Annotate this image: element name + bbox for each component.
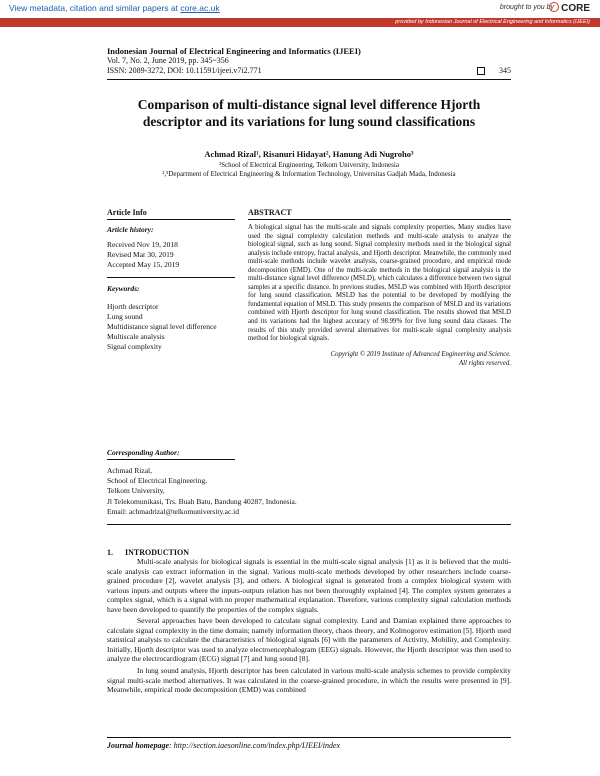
square-icon bbox=[477, 67, 485, 75]
core-site-link[interactable]: core.ac.uk bbox=[180, 3, 220, 13]
abstract bbox=[248, 208, 511, 368]
history-list bbox=[107, 240, 235, 270]
issn-line: ISSN: 2089-3272, DOI: 10.11591/ijeei.v7i2.771 bbox=[107, 66, 262, 75]
abstract-heading: ABSTRACT bbox=[248, 208, 511, 220]
corresponding-rule bbox=[107, 524, 511, 525]
paper-title: Comparison of multi-distance signal level difference Hjorth descriptor and its variations for lung sound classifications bbox=[137, 97, 481, 129]
authors: Achmad Rizal¹, Risanuri Hidayat², Hanung Adi Nugroho³ bbox=[204, 149, 414, 159]
introduction-heading: 1. INTRODUCTION bbox=[107, 548, 190, 557]
journal-footer bbox=[107, 737, 511, 750]
author-name: Achmad Rizal, bbox=[107, 466, 152, 475]
keyword: Signal complexity bbox=[107, 342, 162, 351]
page-number: 345 bbox=[499, 66, 511, 75]
provider-bar bbox=[0, 18, 600, 27]
corresponding-details bbox=[107, 466, 511, 517]
intro-paragraph: In lung sound analysis, Hjorth descriptor has been calculated in various multi-scale analysis schemes to provide complexity signal multi-scale method alternatives. It was calculated in the coarse-grained procedure, in which the results were presented in [9]. Meanwhile, empirical mode decomposition (EMD) was combined bbox=[107, 666, 511, 695]
intro-paragraph: Multi-scale analysis for biological signals is essential in the multi-scale signal analysis [1] as it is believed that the multi-scale analysis can extract information in the signal. Various multi-scale methods developed by other researchers include coarse-grained procedure [2], wavelet analysis [3], and others. A biological signal is generated from a complex biological system with various inputs and outputs where the inputs-outputs relation has not been thoroughly explained [4]. The complex system generates a complex signal, which is a signal with no proper mathematical explanation. Therefore, various complexity signal calculation methods have been developed to quantify the properties of the complex signals. bbox=[107, 557, 511, 614]
volume-line: Vol. 7, No. 2, June 2019, pp. 345~356 bbox=[107, 56, 229, 65]
affiliation-1: ¹School of Electrical Engineering, Telkom University, Indonesia bbox=[219, 161, 399, 169]
author-email[interactable]: Email: achmadrizal@telkomuniversity.ac.id bbox=[107, 506, 240, 516]
affiliation-2: ²,³Department of Electrical Engineering & Information Technology, Universitas Gadjah Mada, Indonesia bbox=[162, 170, 456, 178]
keyword: Hjorth descriptor bbox=[107, 302, 159, 311]
history-received: Received Nov 19, 2018 bbox=[107, 240, 178, 249]
abstract-text: A biological signal has the multi-scale and signals complexity properties. Many studies have used the signal complexity calculation methods and multi-scale analysis to analyze the biological signal, such as lung sound. Signal complexity methods used in the biological signal analysis include entropy, fractal analysis, and Hjorth descriptor. Meanwhile, the commonly used multi-scale methods include wavelet analysis, coarse-grained procedure, and empirical mode decomposition (EMD). One of the multi-scale methods in the biological signal analysis is the multi-distance signal level difference (MSLD), which calculates a difference between two signal samples at a specific distance. In previous studies, MSLD was combined with Hjorth descriptor for lung sound classification. MSLD has the potential to be developed by modifying the fundamental equation of MSLD. This study presents the comparison of MSLD and its variations combined with Hjorth descriptor for lung sound classification. The results showed that MSLD and its variations had the highest accuracy of 98.99% for five lung sound data classes. The results of this study provided several alternatives for multi-scale signal complexity analysis method for biological signals. bbox=[248, 224, 511, 343]
corresponding-author bbox=[107, 448, 511, 517]
intro-paragraph: Several approaches have been developed to calculate signal complexity. Land and Damian explained three approaches to calculate signal complexity in the time domain; namely information theory, chaos theory, and Kolmogorov estimation [5]. Hjorth used statistical analysis to calculate the characteristics of biological signals [6] with the parameters of Activity, Mobility, and Complexity. Initially, Hjorth descriptor was used to analyze electroencephalogram (EEG) signals. However, the Hjorth descriptor was then used to analyze the electrocardiogram (ECG) signal [7] and lung sound [8]. bbox=[107, 616, 511, 664]
homepage-label: Journal homepage bbox=[107, 741, 170, 750]
author-university: Telkom University, bbox=[107, 486, 165, 496]
homepage-url[interactable]: : http://section.iaesonline.com/index.php/IJEEI/index bbox=[169, 741, 341, 750]
keyword: Lung sound bbox=[107, 312, 143, 321]
core-metadata-link[interactable]: View metadata, citation and similar papers at core.ac.uk bbox=[9, 3, 220, 13]
article-info bbox=[107, 208, 235, 352]
journal-header bbox=[107, 46, 511, 80]
core-logo-icon bbox=[549, 2, 559, 12]
keyword: Multiscale analysis bbox=[107, 332, 165, 341]
copyright: Copyright © 2019 Institute of Advanced Engineering and Science. All rights reserved. bbox=[330, 350, 511, 367]
brought-by-text: brought to you by bbox=[499, 4, 554, 11]
author-school: School of Electrical Engineering, bbox=[107, 476, 207, 486]
introduction bbox=[107, 548, 511, 695]
keyword: Multidistance signal level difference bbox=[107, 322, 217, 331]
author-address: Jl Telekomunikasi, Trs. Buah Batu, Bandung 40287, Indonesia. bbox=[107, 496, 297, 506]
journal-name: Indonesian Journal of Electrical Engineering and Informatics (IJEEI) bbox=[107, 46, 361, 56]
history-revised: Revised Mar 30, 2019 bbox=[107, 250, 174, 259]
keywords-list bbox=[107, 302, 235, 352]
provider-text: provided by Indonesian Journal of Electrical Engineering and Informatics (IJEEI) bbox=[395, 18, 590, 25]
header-rule bbox=[107, 79, 511, 80]
article-info-heading: Article Info bbox=[107, 208, 235, 220]
history-accepted: Accepted May 15, 2019 bbox=[107, 260, 180, 269]
history-heading: Article history: bbox=[107, 225, 154, 234]
corresponding-heading: Corresponding Author: bbox=[107, 448, 235, 460]
core-logo[interactable]: CORE bbox=[549, 2, 590, 14]
keywords-heading: Keywords: bbox=[107, 284, 140, 293]
core-banner bbox=[0, 0, 600, 18]
